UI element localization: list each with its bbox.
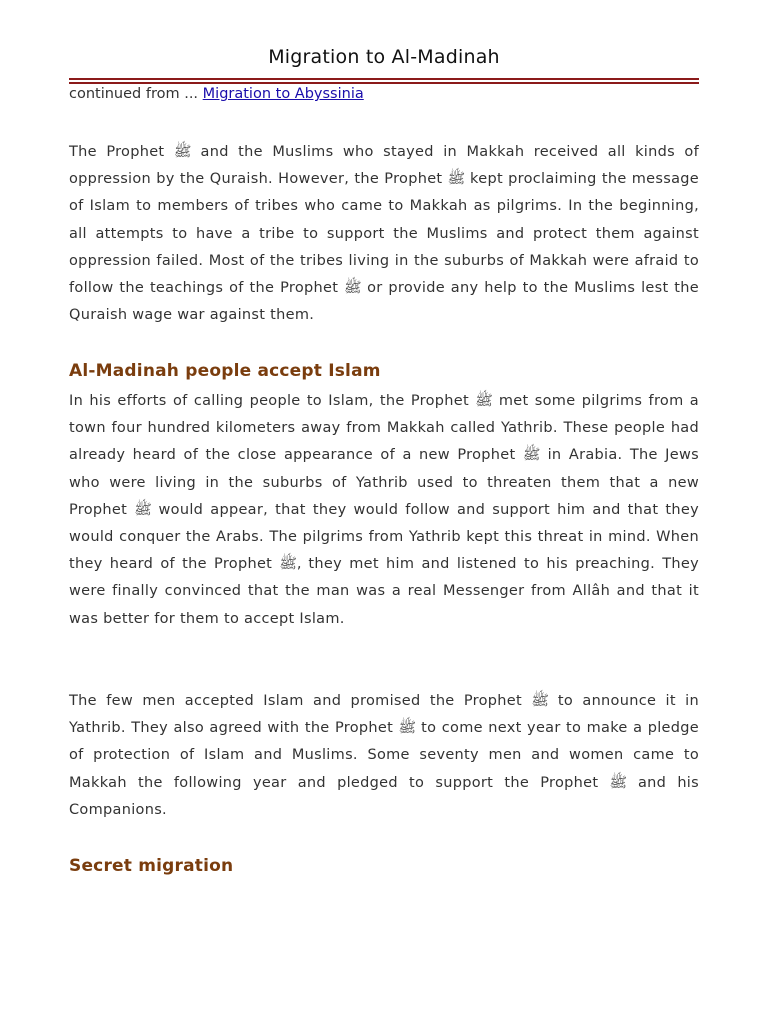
section-heading-secret-migration: Secret migration bbox=[69, 856, 234, 876]
abyssinia-link[interactable]: Migration to Abyssinia bbox=[202, 86, 364, 102]
intro-paragraph: The Prophet ﷺ and the Muslims who stayed in Makkah received all kinds of oppression by the Quraish. However, the Prophet ﷺ kept proclaiming the message of Islam to members of tribes who came to Makkah as pilgrims. In the beginning, all attempts to have a tribe to support the Muslims and protect them against oppression failed. Most of the tribes living in the suburbs of Makkah were afraid to follow the teachings of the Prophet ﷺ or provide any help to the Muslims lest the Quraish wage war against them. bbox=[69, 144, 700, 324]
continued-prefix: continued from ... bbox=[69, 86, 203, 102]
continued-line bbox=[69, 85, 699, 103]
page-title: Migration to Al-Madinah bbox=[268, 46, 500, 68]
accept-islam-paragraph-2: The few men accepted Islam and promised the Prophet ﷺ to announce it in Yathrib. They also agreed with the Prophet ﷺ to come next year to make a pledge of protection of Islam and Muslims. Some seventy men and women came to Makkah the following year and pledged to support the Prophet ﷺ and his Companions. bbox=[69, 693, 699, 818]
title-divider-top bbox=[69, 78, 699, 80]
title-divider-bottom bbox=[69, 82, 699, 84]
accept-islam-paragraph-1: In his efforts of calling people to Islam, the Prophet ﷺ met some pilgrims from a town four hundred kilometers away from Makkah called Yathrib. These people had already heard of the close appearance of a new Prophet ﷺ in Arabia. The Jews who were living in the suburbs of Yathrib used to threaten them that a new Prophet ﷺ would appear, that they would follow and support him and that they would conquer the Arabs. The pilgrims from Yathrib kept this threat in mind. When they heard of the Prophet ﷺ, they met him and listened to his preaching. They were finally convinced that the man was a real Messenger from Allâh and that it was better for them to accept Islam. bbox=[69, 393, 700, 627]
section-heading-accept-islam: Al-Madinah people accept Islam bbox=[69, 361, 381, 381]
